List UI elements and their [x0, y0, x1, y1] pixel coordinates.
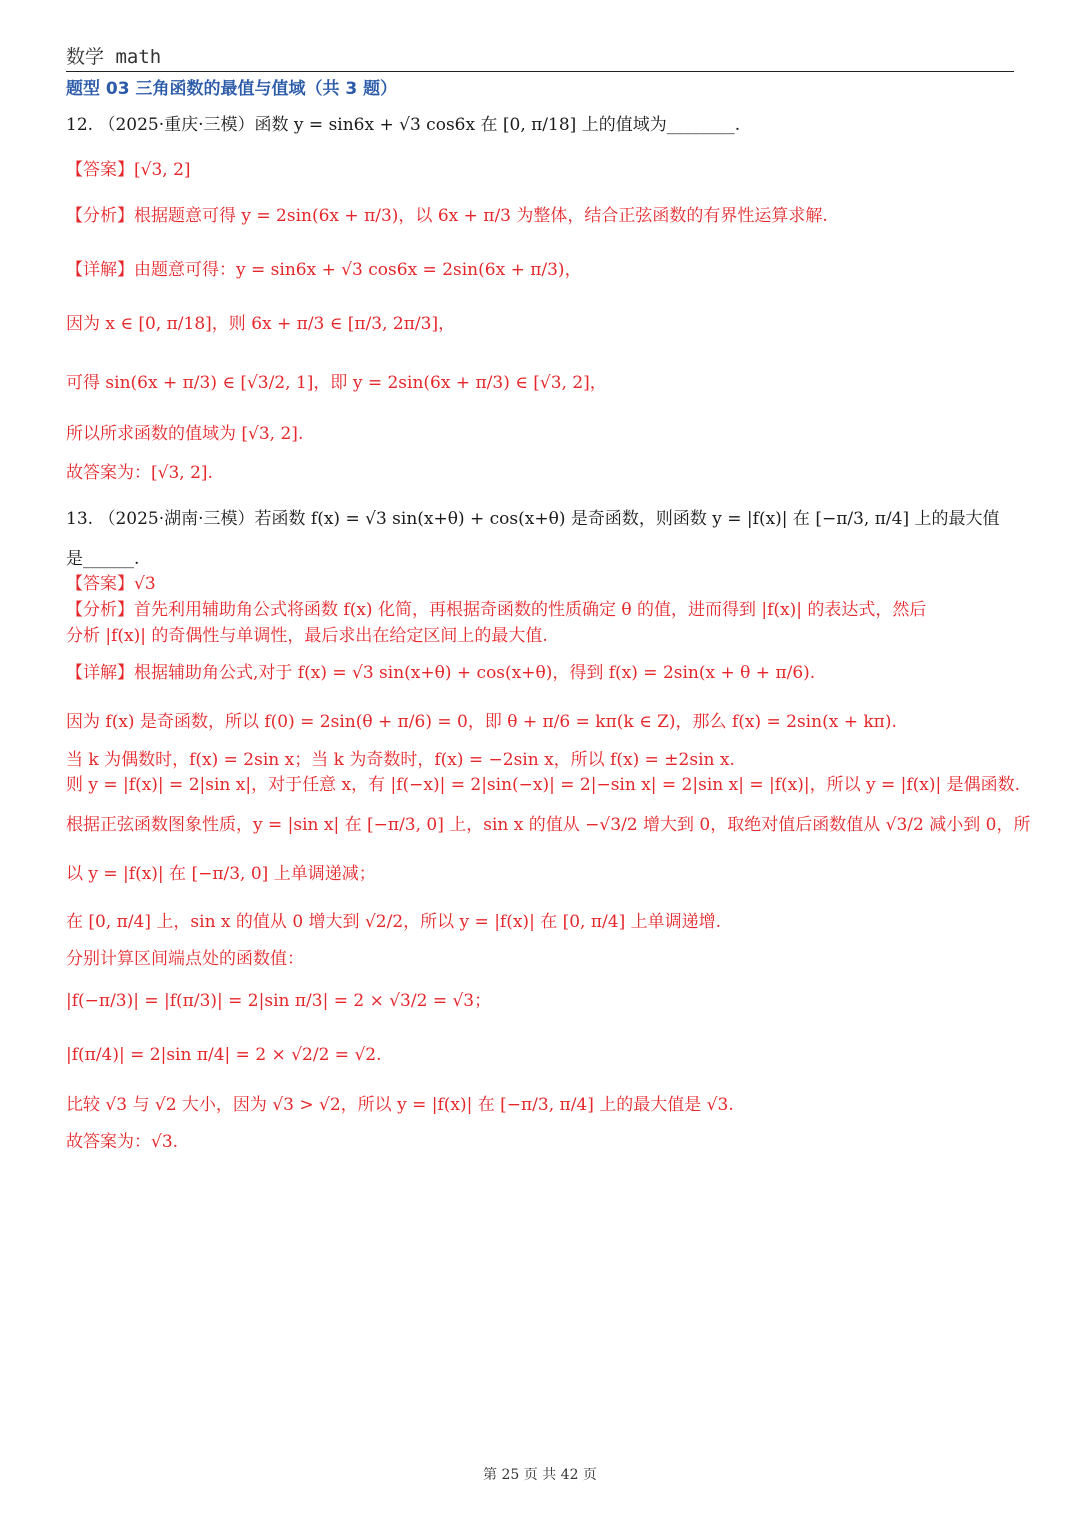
problem-13-solution-line: 在 [0, π/4] 上，sin x 的值从 0 增大到 √2/2，所以 y = |f(x)| 在 [0, π/4] 上单调递增.: [66, 912, 722, 932]
problem-12-analysis: 【分析】根据题意可得 y = 2sin(6x + π/3)，以 6x + π/3 为整体，结合正弦函数的有界性运算求解.: [66, 206, 828, 226]
problem-12-solution-line: 可得 sin(6x + π/3) ∈ [√3/2, 1]，即 y = 2sin(6x + π/3) ∈ [√3, 2]，: [66, 373, 607, 393]
problem-13-solution-line: 则 y = |f(x)| = 2|sin x|，对于任意 x，有 |f(−x)| = 2|sin(−x)| = 2|−sin x| = 2|sin x| = |f(x)|，所以 y = |f(x)| 是偶函数.: [66, 775, 1021, 795]
problem-12-final-answer: 故答案为：[√3, 2].: [66, 463, 213, 483]
problem-12-question: 12. （2025·重庆·三模）函数 y = sin6x + √3 cos6x 在 [0, π/18] 上的值域为________.: [66, 115, 741, 135]
problem-12-solution-line: 【详解】由题意可得：y = sin6x + √3 cos6x = 2sin(6x + π/3)，: [66, 260, 582, 280]
problem-13-question-continued: 是______.: [66, 549, 140, 569]
problem-13-solution-line: 【详解】根据辅助角公式,对于 f(x) = √3 sin(x+θ) + cos(x+θ)，得到 f(x) = 2sin(x + θ + π/6).: [66, 663, 816, 683]
problem-13-solution-line: |f(−π/3)| = |f(π/3)| = 2|sin π/3| = 2 × √3/2 = √3；: [66, 991, 492, 1011]
problem-13-final-answer: 故答案为：√3.: [66, 1132, 179, 1152]
problem-13-analysis: 分析 |f(x)| 的奇偶性与单调性，最后求出在给定区间上的最大值.: [66, 626, 548, 646]
problem-13-solution-line: 因为 f(x) 是奇函数，所以 f(0) = 2sin(θ + π/6) = 0，即 θ + π/6 = kπ(k ∈ Z)，那么 f(x) = 2sin(x + kπ).: [66, 712, 897, 732]
problem-13-solution-line: |f(π/4)| = 2|sin π/4| = 2 × √2/2 = √2.: [66, 1045, 382, 1065]
problem-13-answer: 【答案】√3: [66, 574, 156, 594]
section-heading: 题型 03 三角函数的最值与值域（共 3 题）: [66, 79, 398, 99]
problem-13-solution-line: 当 k 为偶数时，f(x) = 2sin x；当 k 为奇数时，f(x) = −2sin x，所以 f(x) = ±2sin x.: [66, 750, 735, 770]
page-footer: 第 25 页 共 42 页: [483, 1467, 597, 1483]
problem-13-solution-line: 以 y = |f(x)| 在 [−π/3, 0] 上单调递减；: [66, 864, 376, 884]
problem-13-solution-line: 比较 √3 与 √2 大小，因为 √3 > √2，所以 y = |f(x)| 在 [−π/3, π/4] 上的最大值是 √3.: [66, 1095, 734, 1115]
problem-13-question: 13. （2025·湖南·三模）若函数 f(x) = √3 sin(x+θ) + cos(x+θ) 是奇函数，则函数 y = |f(x)| 在 [−π/3, π/4] 上的最大值: [66, 509, 1000, 529]
header-title: 数学 math: [66, 46, 162, 68]
header-rule: [66, 71, 1014, 72]
problem-13-solution-line: 根据正弦函数图象性质，y = |sin x| 在 [−π/3, 0] 上，sin x 的值从 −√3/2 增大到 0，取绝对值后函数值从 √3/2 减小到 0，所: [66, 815, 1031, 835]
problem-12-solution-line: 因为 x ∈ [0, π/18]，则 6x + π/3 ∈ [π/3, 2π/3]，: [66, 314, 456, 334]
problem-13-analysis: 【分析】首先利用辅助角公式将函数 f(x) 化简，再根据奇函数的性质确定 θ 的值，进而得到 |f(x)| 的表达式，然后: [66, 600, 927, 620]
problem-12-solution-line: 所以所求函数的值域为 [√3, 2].: [66, 424, 304, 444]
problem-13-solution-line: 分别计算区间端点处的函数值：: [66, 949, 304, 969]
problem-12-answer: 【答案】[√3, 2]: [66, 160, 191, 180]
